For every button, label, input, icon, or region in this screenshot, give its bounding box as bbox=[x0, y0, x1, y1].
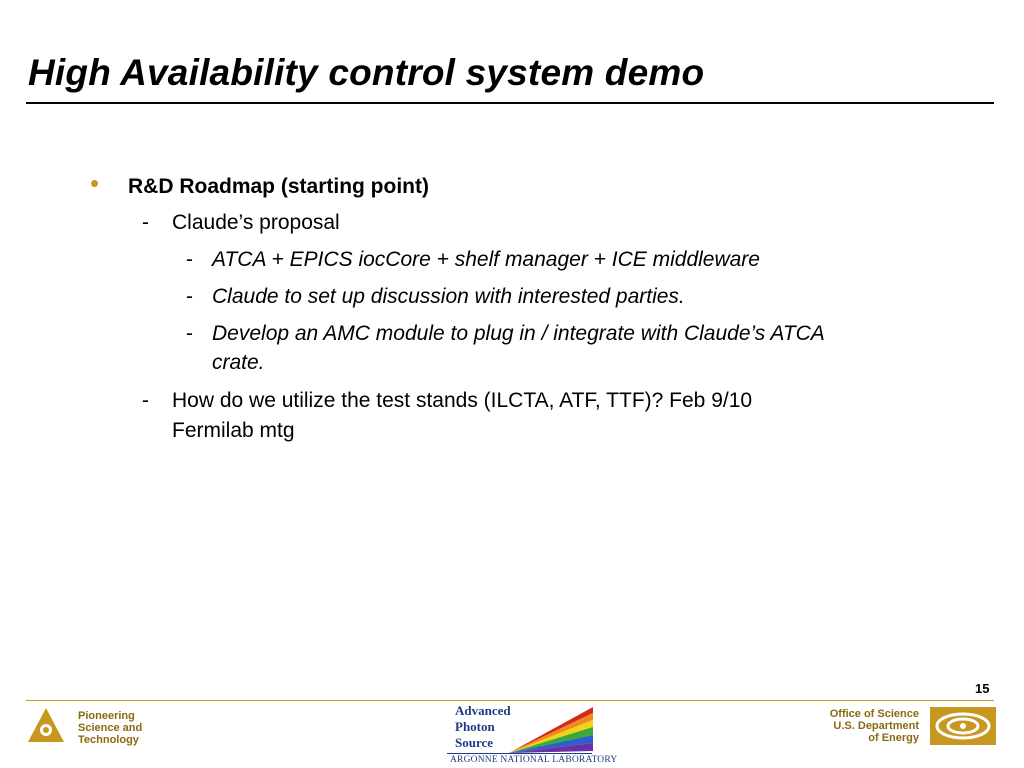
footer-left-text bbox=[78, 710, 142, 746]
footer-rule bbox=[26, 700, 994, 701]
footer-left-line: Technology bbox=[78, 734, 139, 746]
sub-sub-item: Claude to set up discussion with interested parties. bbox=[212, 285, 685, 308]
dash-marker: - bbox=[186, 322, 193, 345]
rainbow-spectrum-icon bbox=[509, 705, 593, 753]
footer-right-line: U.S. Department bbox=[833, 720, 919, 732]
argonne-logo-icon bbox=[26, 706, 66, 746]
sub-sub-item-continuation: crate. bbox=[212, 351, 265, 374]
aps-logo-word: Photon bbox=[455, 719, 495, 734]
footer-left-line: Pioneering bbox=[78, 710, 135, 722]
aps-logo-divider bbox=[447, 753, 592, 754]
title-underline bbox=[26, 102, 994, 104]
footer-right-line: of Energy bbox=[868, 732, 919, 744]
sub-item-proposal: Claude’s proposal bbox=[172, 211, 340, 234]
sub-item-test-stands-continuation: Fermilab mtg bbox=[172, 419, 295, 442]
argonne-lab-name: ARGONNE NATIONAL LABORATORY bbox=[450, 755, 618, 765]
page-number: 15 bbox=[975, 681, 990, 696]
footer-right-text bbox=[830, 708, 919, 744]
dash-marker: - bbox=[142, 211, 149, 234]
dash-marker: - bbox=[186, 285, 193, 308]
bullet-roadmap: R&D Roadmap (starting point) bbox=[128, 175, 429, 198]
doe-logo-icon bbox=[930, 707, 996, 745]
aps-logo bbox=[447, 703, 618, 768]
slide-title: High Availability control system demo bbox=[28, 52, 705, 93]
bullet-dot: • bbox=[90, 168, 100, 198]
aps-logo-word: Source bbox=[455, 735, 494, 750]
sub-sub-item: ATCA + EPICS iocCore + shelf manager + ICE middleware bbox=[212, 248, 760, 271]
footer-right-line: Office of Science bbox=[829, 708, 919, 720]
aps-logo-word: Advanced bbox=[455, 703, 511, 718]
sub-sub-item: Develop an AMC module to plug in / integrate with Claude’s ATCA bbox=[212, 322, 825, 345]
sub-item-test-stands: How do we utilize the test stands (ILCTA, ATF, TTF)? Feb 9/10 bbox=[172, 389, 753, 412]
dash-marker: - bbox=[186, 248, 193, 271]
dash-marker: - bbox=[142, 389, 149, 412]
footer-left-line: Science and bbox=[78, 722, 143, 734]
